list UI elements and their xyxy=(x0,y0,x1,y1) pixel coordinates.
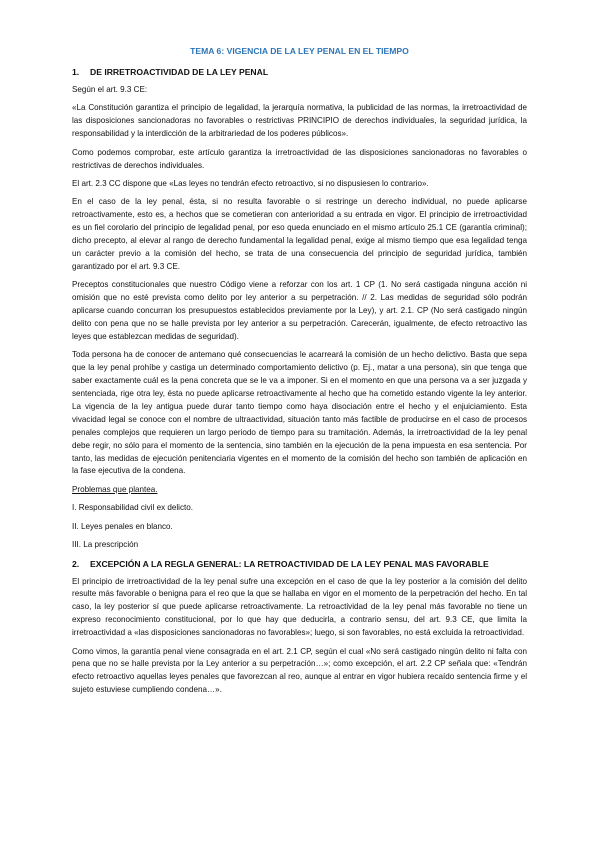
problem-item: II. Leyes penales en blanco. xyxy=(72,521,173,531)
paragraph: En el caso de la ley penal, ésta, si no resulta favorable o si restringe un derecho individual, no puede aplicarse retroactivamente, esto es, a hechos que se cometieran con anterioridad a su entrada en vigor. El principio de irretroactividad es un fiel corolario del principio de legalidad penal, por eso queda enunciado en el mismo artículo 25.1 CE (garantía criminal); dicho precepto, al elevar al rango de derecho fundamental la legalidad penal, exige al mismo tiempo que esa legalidad tenga un carácter previo a la comisión del hecho, se trata de una consecuencia del principio de seguridad jurídica, también garantizado por el art. 9.3 CE. xyxy=(72,197,527,271)
section-1-number: 1. xyxy=(72,67,80,77)
section-2-number: 2. xyxy=(72,558,80,569)
section-1-heading xyxy=(72,66,527,78)
quote-paragraph: «La Constitución garantiza el principio de legalidad, la jerarquía normativa, la publicidad de las normas, la irretroactividad de las disposiciones sancionadoras no favorables o restrictivas PRINCIPIO de derechos individuales, la seguridad jurídica, la responsabilidad y la interdicción de la arbitrariedad de los poderes públicos». xyxy=(72,103,527,139)
paragraph: El principio de irretroactividad de la ley penal sufre una excepción en el caso de que la ley posterior a la comisión del delito resulte más favorable o benigna para el reo que la que se hallaba en vigor en el momento de la perpetración del hecho. En tal caso, la ley posterior sí que puede aplicarse retroactivamente. La retroactividad de la ley penal más favorable no tiene un expreso reconocimiento constitucional, por lo que hay que deducirla, a contrario sensu, del art. 9.3 CE, que limita la irretroactividad a «las disposiciones sancionadoras no favorables»; luego, si son favorables, no está excluida la retroactividad. xyxy=(72,576,527,638)
section-1-title: DE IRRETROACTIVIDAD DE LA LEY PENAL xyxy=(90,67,269,77)
problem-item: I. Responsabilidad civil ex delicto. xyxy=(72,503,194,513)
section-2-title: EXCEPCIÓN A LA REGLA GENERAL: LA RETROACTIVIDAD DE LA LEY PENAL MAS FAVORABLE xyxy=(90,558,489,569)
problems-heading: Problemas que plantea. xyxy=(72,484,158,494)
document-title: TEMA 6: VIGENCIA DE LA LEY PENAL EN EL TIEMPO xyxy=(190,46,409,56)
paragraph: Toda persona ha de conocer de antemano qué consecuencias le acarreará la comisión de un hecho delictivo. Basta que sepa que la ley penal prohíbe y castiga un determinado comportamiento delictivo (p. Ej., matar a una persona), sin que tenga que saber exactamente cuál es la pena concreta que se le va a imponer. Si en el momento en que una persona va a ser juzgada y sentenciada, rige otra ley, ésta no puede aplicarse retroactivamente al hecho que ha cometido estando vigente la ley anterior. La vigencia de la ley antigua puede durar tanto tiempo como haya disociación entre el hecho y el enjuiciamiento. Esta vivacidad legal se conoce con el nombre de ultraactividad, situación tanto más factible de producirse en el caso de procesos penales complejos que requieren un largo periodo de tiempo para su tramitación. Además, la irretroactividad de la ley penal debe regir, no sólo para el momento de la sentencia, sino también en la ejecución de la pena impuesta en esa sentencia. Por tanto, las medidas de ejecución penitenciaria vigentes en el momento de la comisión del hecho son también de aplicación en la fase ejecutiva de la condena. xyxy=(72,350,527,476)
problem-item: III. La prescripción xyxy=(72,540,139,550)
paragraph: Según el art. 9.3 CE: xyxy=(72,85,148,94)
paragraph: Preceptos constitucionales que nuestro Código viene a reforzar con los art. 1 CP (1. No será castigada ninguna acción ni omisión que no esté prevista como delito por ley anterior a su perpetración. // 2. Las medidas de seguridad sólo podrán aplicarse cuando concurran los presupuestos establecidos previamente por la Ley), y art. 2.1. CP (No será castigado ningún delito con pena que no se halle prevista por ley anterior a su perpetración. Carecerán, igualmente, de efecto retroactivo las leyes que establezcan medidas de seguridad). xyxy=(72,280,527,341)
paragraph: El art. 2.3 CC dispone que «Las leyes no tendrán efecto retroactivo, si no dispusiesen lo contrario». xyxy=(72,178,429,188)
paragraph: Como podemos comprobar, este artículo garantiza la irretroactividad de las disposiciones sancionadoras no favorables o restrictivas de derechos individuales. xyxy=(72,147,527,170)
paragraph: Como vimos, la garantía penal viene consagrada en el art. 2.1 CP, según el cual «No será castigado ningún delito ni falta con pena que no se halle prevista por la Ley anterior a su perpetración…»; como excepción, el art. 2.2 CP señala que: «Tendrán efecto retroactivo aquellas leyes penales que favorezcan al reo, aunque al entrar en vigor hubiera recaído sentencia firme y el sujeto estuviese cumpliendo condena…». xyxy=(72,646,527,695)
section-2-heading xyxy=(72,558,527,570)
